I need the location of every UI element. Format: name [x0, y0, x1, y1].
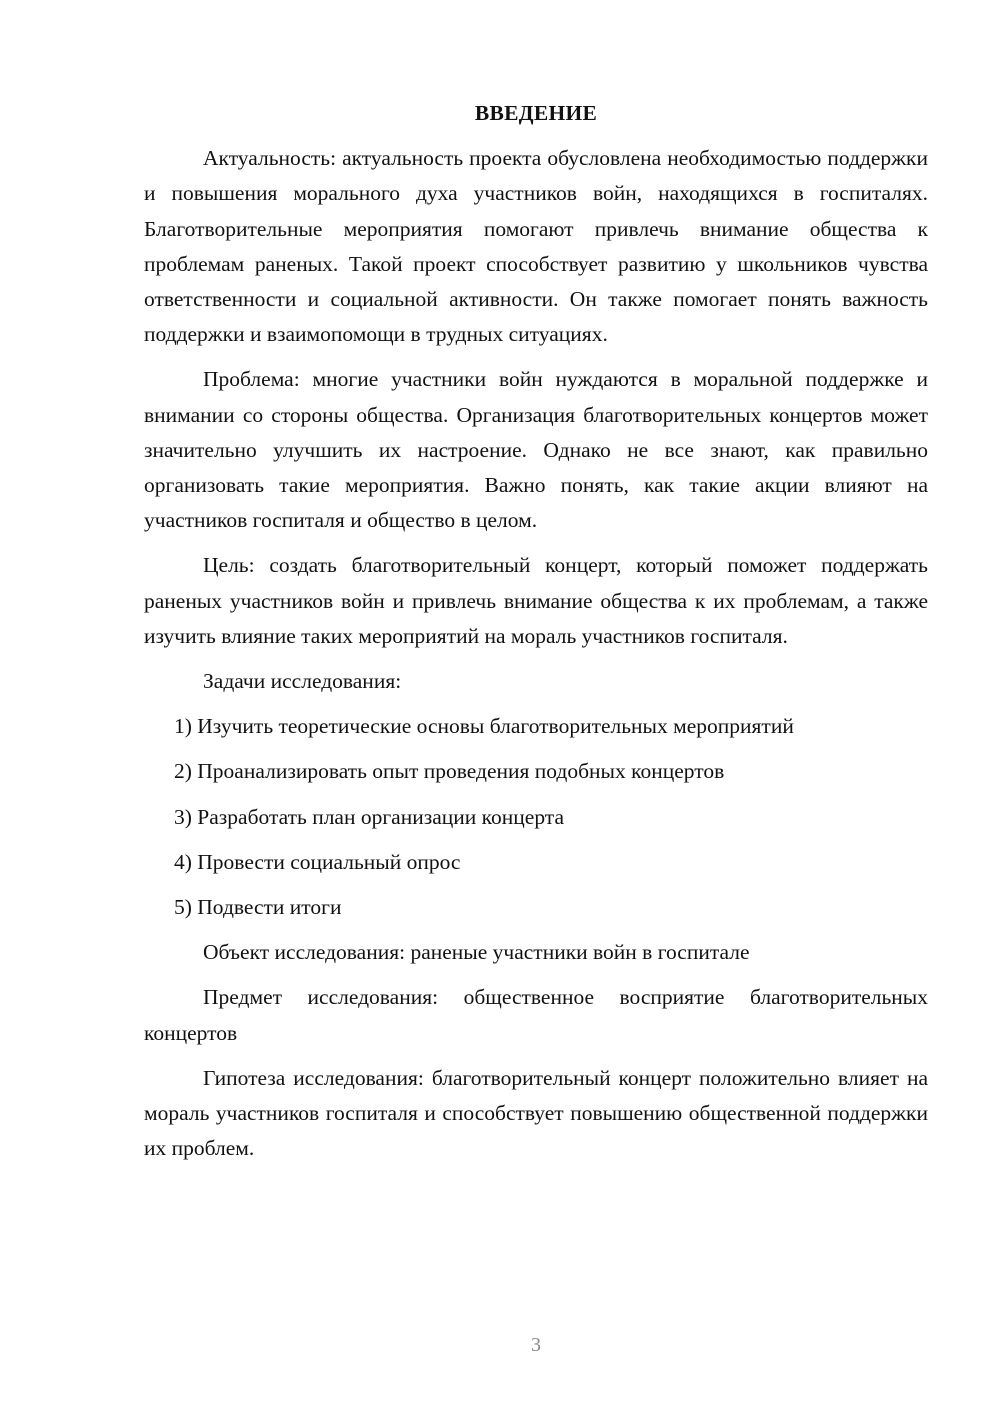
paragraph-problem: Проблема: многие участники войн нуждаются в моральной поддержке и внимании со стороны общества. Организация благотворительных концертов может значительно улучшить их настроение. Однако не все знают, как правильно организовать такие мероприятия. Важно понять, как такие акции влияют на участников госпиталя и общество в целом. [144, 367, 928, 533]
task-list [144, 709, 928, 925]
page-number: 3 [531, 1334, 541, 1356]
paragraph-relevance: Актуальность: актуальность проекта обусловлена необходимостью поддержки и повышения морального духа участников войн, находящихся в госпиталях. Благотворительные мероприятия помогают привлечь внимание общества к проблемам раненых. Такой проект способствует развитию у школьников чувства ответственности и социальной активности. Он также помогает понять важность поддержки и взаимопомощи в трудных ситуациях. [144, 146, 928, 347]
task-item-1: 1) Изучить теоретические основы благотворительных мероприятий [174, 714, 794, 739]
task-item-5: 5) Подвести итоги [174, 895, 342, 920]
paragraph-subject: Предмет исследования: общественное восприятие благотворительных концертов [144, 985, 928, 1045]
paragraph-goal: Цель: создать благотворительный концерт, который поможет поддержать раненых участников войн и привлечь внимание общества к их проблемам, а также изучить влияние таких мероприятий на мораль участников госпиталя. [144, 553, 928, 648]
document-body [144, 96, 928, 1176]
section-title: ВВЕДЕНИЕ [474, 101, 598, 125]
task-item-2: 2) Проанализировать опыт проведения подобных концертов [174, 759, 725, 784]
tasks-heading: Задачи исследования: [203, 669, 402, 694]
task-item-4: 4) Провести социальный опрос [174, 849, 461, 874]
paragraph-hypothesis: Гипотеза исследования: благотворительный концерт положительно влияет на мораль участников госпиталя и способствует повышению общественной поддержки их проблем. [144, 1065, 928, 1161]
paragraph-object: Объект исследования: раненые участники войн в госпитале [203, 940, 750, 965]
task-item-3: 3) Разработать план организации концерта [174, 804, 564, 829]
